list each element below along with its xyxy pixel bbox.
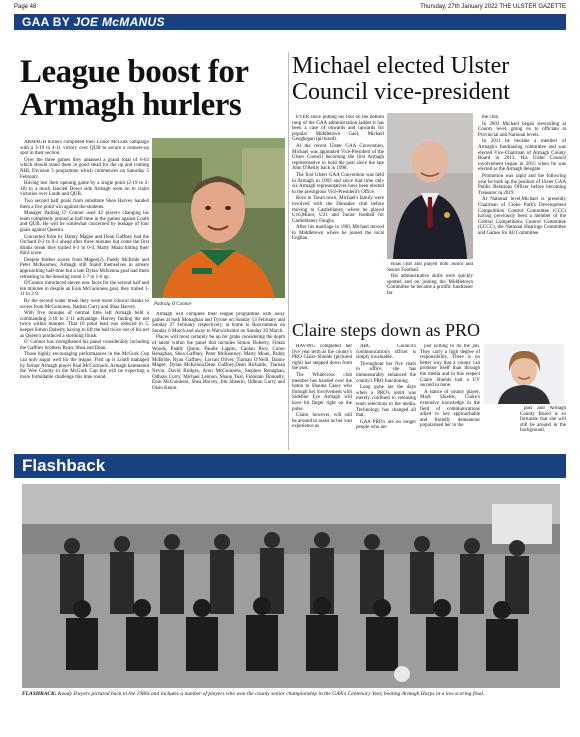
article-paragraph: With five minutes of normal time left Armagh held a commanding 3-18 to 2-11 advantage. Harvey finding the net twice within minutes. That 10 point lead was reduced to 5, keeper Simon Doherty having to lift the ball twice out of his net as Queen's produced a storming finish.	[20, 311, 149, 339]
article-paragraph: Manager Padraig O' Connor used 42 players changing his team completely around at half time in the games against Louth and QUB. He will be somewhat concerned by leakage of four goals against Queen's.	[20, 211, 149, 233]
page-header-line	[14, 3, 566, 13]
article-paragraph: Armagh will complete their league programme with away games at both Monaghan and Tyrone on Sunday 13 February and Sunday 27 February respectively, at home to Roscommon on Sunday 6 March and away to Warwickshire on Sunday 20 March.	[152, 312, 285, 334]
article-paragraph: Ruas club and played both Junior and Senior Football.	[387, 262, 473, 273]
flashback-banner: Flashback	[14, 454, 566, 478]
article-paragraph: By the second water break they were more clinical thanks to scores from McGuinness, Nathan Curry and Shea Harvey.	[20, 299, 149, 310]
michael-headline: Michael elected Ulster Council vice-president	[292, 53, 510, 105]
league-article-col1	[20, 140, 149, 454]
article-paragraph: EVER since putting his foot on the bottom rung of the GAA administration ladder it has been a case of onwards and upwards for popular Middletown Gael, Michael Geoghegan (pictured).	[292, 115, 384, 143]
article-paragraph: After his marriage in 1983 Michael moved to Middletown where he joined the local Eoghan	[292, 225, 384, 242]
article-paragraph: just willing to do the job. They carry a high degree of responsibility. There is no better way that a county can promote itself than through the media and in this respect Claire Shields had a UV second to none.	[420, 344, 480, 389]
padraig-photo-caption: Padraig O'Connor	[154, 302, 192, 307]
article-paragraph: In 2003 Michael began stewarding at County level, going on to officiate at Provincial and National levels.	[478, 121, 566, 138]
column-divider	[288, 52, 289, 450]
article-paragraph: His administrative skills were quickly spotted and on joining the Middletown Committee he became a prolific fundraiser for	[387, 274, 473, 296]
article-paragraph: Two second half goals from substitute Shea Harvey handed them a five point win against the students.	[20, 198, 149, 210]
issue-date: Thursday, 27th January 2022 THE ULSTER GAZETTE	[420, 4, 566, 10]
article-paragraph: Long gone are the days when a PRO's remit was merely confined to releasing team selections to the media. Technology has changed all that.	[356, 385, 416, 419]
article-paragraph: Claire, however, will still be around to assist as her vast experience as	[292, 413, 352, 430]
article-paragraph: GAA PRO's are no longer people who are	[356, 419, 416, 431]
article-paragraph: Converted from by Danny Magee and Dean Gaffney had the Orchard 0-2 to 0-1 ahead after three minutes but come the first drinks break they trailed 0-3 to 0-4, Marty Moan hitting their third score.	[20, 234, 149, 257]
article-paragraph: At National level,Michael is presently Chairman of Croke Park's Development Compeitition Control Committee (CCC) having previously been a member of the Central Competitions Control Committee (CCCC), the National Hearings Committee and Games for All Committee.	[478, 197, 566, 236]
article-paragraph: past and Armagh County Board is so fortunate that she will still be around in the background.	[520, 406, 566, 434]
article-paragraph: ABC Council's communication's officer is simply invaluable.	[356, 344, 416, 361]
claire-article-col2	[356, 344, 416, 450]
article-paragraph: ARMAGH hurlers completed their Conor McGurk campaign with a 3-19 to 4-11 victory over QUB to secure a runners-up spot in their section.	[20, 140, 149, 157]
flashback-caption	[22, 691, 562, 698]
claire-shields-photo	[484, 344, 564, 404]
article-paragraph: Throughout her five years in office, she has immeasurably enhanced the county's PRO functioning.	[356, 361, 416, 384]
league-headline: League boost for Armagh hurlers	[20, 54, 248, 123]
michael-article-col2	[387, 262, 473, 317]
article-paragraph: the club.	[482, 115, 500, 120]
michael-geoghegan-photo	[387, 113, 473, 259]
article-paragraph: The first Ulster GAA Convention was held in Armagh in 1903 and since that time only six Armagh representatives have been elected to the prestigious Vice-President's Office.	[292, 172, 384, 195]
claire-headline: Claire steps down as PRO	[292, 320, 480, 340]
article-paragraph: Despite further scores from Magee(2), Paddy McBride and Peter McKearney, Armagh still found themselves in arrears approaching half-time but a late Dylan McKenna goal had them retreating to the dressing room 1-7 to 1-6 up.	[20, 257, 149, 280]
article-paragraph: Born in Tavan town, Michael's family were involved with the Dunsalee club before moving to Castleblaney, where he played U16,Minor, U21 and Junior football for Castleblaney Faughs.	[292, 196, 384, 224]
article-paragraph: Promotion was rapid and the following year he took up the position of Ulster GAA Public Relations Officer before becoming Treasurer in 2019.	[478, 173, 566, 196]
league-article-col2	[152, 312, 285, 452]
claire-article-col4	[520, 406, 566, 450]
article-paragraph: A stance of county player, Mark Shields, Claire's extensive knowledge in the field of communications allied to her approachable and friendly demeanour popularised her in the	[420, 389, 480, 429]
article-paragraph: Those highly encouraging performances in the McGurk Cup can only augur well for the league. First up is Louth managed by former Armagh player Paul McCormack. Armagh hammered the Wee County in the McGurk Cup but will be expecting a more formidable challenge this time round.	[20, 352, 149, 380]
flashback-caption-lead: FLASHBACK:	[22, 691, 57, 697]
article-paragraph: Over the three games they amassed a grand total of 6-63 which should stand them in good stead for the up and coming NHL Division 3 programme which commences on Saturday 5 February.	[20, 157, 149, 180]
section-prefix: GAA BY	[22, 15, 70, 29]
article-paragraph: O' Connor has strengthened his panel considerably including the Gaffney brothers Ryan, Shea and Dean.	[20, 340, 149, 351]
michael-article-col3	[478, 115, 566, 317]
michael-article-col1	[292, 115, 384, 317]
padraig-oconnor-photo	[152, 138, 285, 298]
article-paragraph: In 2011 he became a member of Armagh's fundraising committee and was elected Vice-Chairman of Armagh County Board in 2013. His Ulster Council involvement began in 2015 when he was elected as the Armagh delegate.	[478, 139, 566, 173]
page-number: Page 48	[14, 4, 37, 10]
section-banner	[14, 14, 566, 30]
article-paragraph: The Whitecross club member has handed over the baton to Shauna Casey who through her involvement with Sideline Eye Armagh will have hit finger right on the pulse.	[292, 372, 352, 412]
flashback-team-photo	[22, 484, 560, 688]
flashback-caption-text: Keady Dwyers pictured back in the 1980s and includes a number of players who won the county senior championship in the GAA's Centenary Year, beating Armagh Harps in a low scoring final.	[56, 691, 485, 697]
claire-article-col1	[292, 344, 352, 450]
article-paragraph: Places will most certainly be up for grabs considering the depth of talent within the panel that includes Simon Doherty, Fintan Woods, Paddy Quinn, Paudie Lappin, Caolan Rice, Conor Renaghan, Shea Gaffney, Peter McKearney, Marty Moan, Paddy McBride, Ryan Gaffney, Lorcan Oliver, Tiarnan O'Neill, Danny Magee, Dylan McKenna,Dean Gaffney,Dean Richards, Tiarnan Nevin, David Bridges, Aron McGuinness, Stephen Renaghan, Odhran Curry, Michael Lennon, Shaun Toal, Fionntan Donnelly, Eoin McGuinness, Shea Harvey, Jim Sheerin, Odhran Curry and Oisin Kenin.	[152, 335, 285, 391]
section-author: JOE McMANUS	[73, 15, 165, 29]
article-paragraph: O'Connor introduced eleven new faces for the second half and ten minutes in despite an Eoin McGuinness goal, they trailed 1-11 to 2-9.	[20, 281, 149, 298]
article-paragraph: At the recent Ulster GAA Convention, Michael was appointed Vice-President of the Ulster Council becoming the first Armagh representative to hold the post since the late John O'Reilly back in 1998.	[292, 143, 384, 172]
article-paragraph: HAVING completed her five year term as the county's PRO Claire Shields (pictured right) has stepped down from the post.	[292, 344, 352, 372]
article-paragraph: Having lost their opening game by a single point (2-19 to 2-18) to a much fancied Down side Armagh went on to claim victories over Louth and QUB.	[20, 181, 149, 198]
claire-article-col3	[420, 344, 480, 450]
